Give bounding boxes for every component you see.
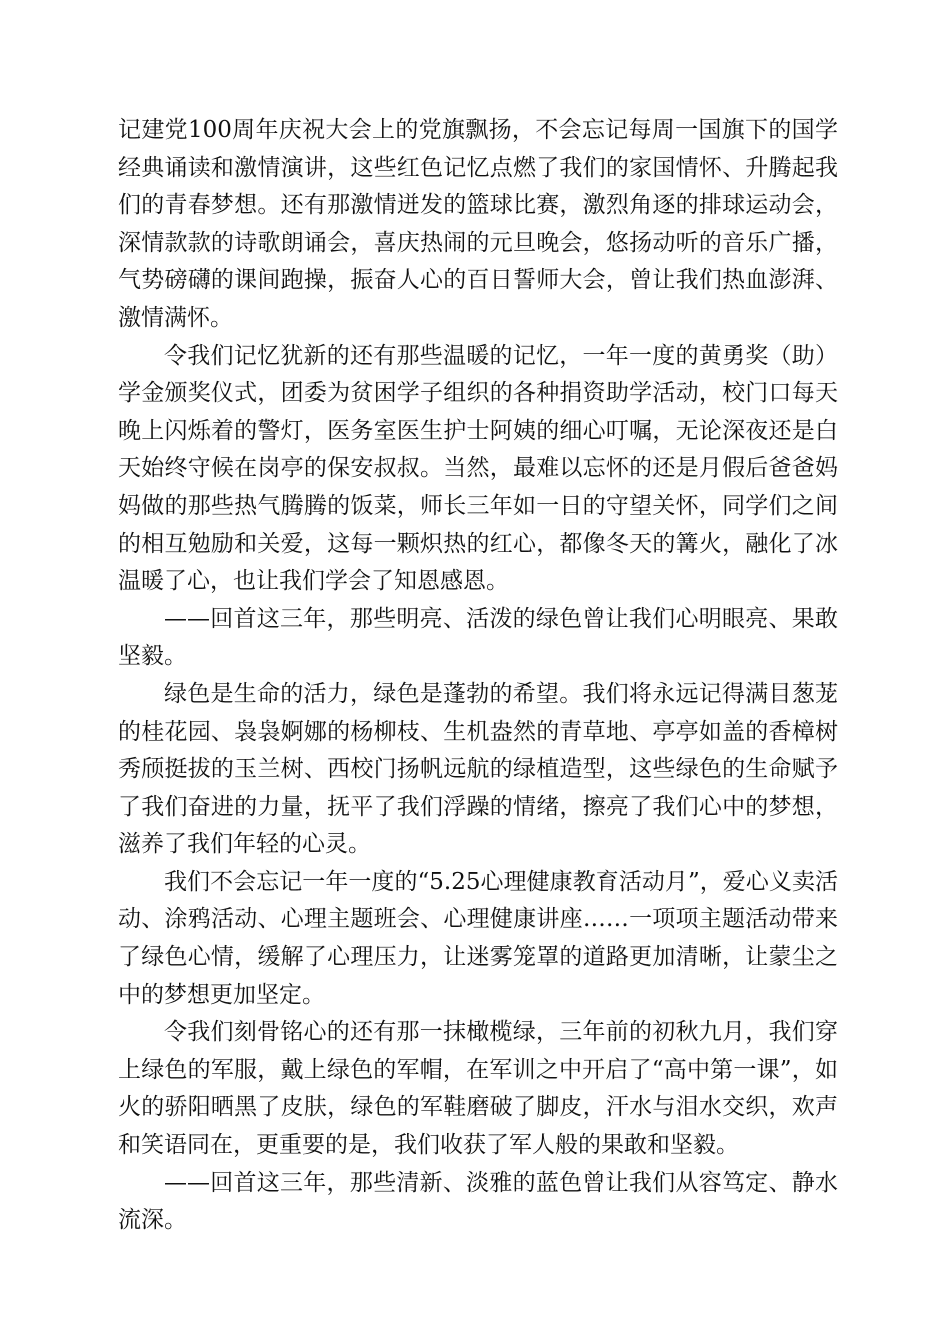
paragraph-mental-health-month: 我们不会忘记一年一度的“5.25心理健康教育活动月”，爱心义卖活动、涂鸦活动、心理主题班会、心理健康讲座……一项项主题活动带来了绿色心情，缓解了心理压力，让迷雾笼罩的道路更加清晰，让蒙尘之中的梦想更加坚定。 (118, 868, 838, 1008)
paragraph-military-training: 令我们刻骨铭心的还有那一抹橄榄绿，三年前的初秋九月，我们穿上绿色的军服，戴上绿色的军帽，在军训之中开启了“高中第一课”，如火的骄阳晒黑了皮肤，绿色的军鞋磨破了脚皮，汗水与泪水交织，欢声和笑语同在，更重要的是，我们收获了军人般的果敢和坚毅。 (118, 1019, 838, 1159)
paragraph-blue-intro: ——回首这三年，那些清新、淡雅的蓝色曾让我们从容笃定、静水流深。 (118, 1169, 838, 1234)
paragraph-red-memories: 记建党100周年庆祝大会上的党旗飘扬，不会忘记每周一国旗下的国学经典诵读和激情演讲，这些红色记忆点燃了我们的家国情怀、升腾起我们的青春梦想。还有那激情迸发的篮球比赛，激烈角逐的排球运动会，深情款款的诗歌朗诵会，喜庆热闹的元旦晚会，悠扬动听的音乐广播，气势磅礴的课间跑操，振奋人心的百日誓师大会，曾让我们热血澎湃、激情满怀。 (118, 117, 838, 331)
paragraph-green-vitality: 绿色是生命的活力，绿色是蓬勃的希望。我们将永远记得满目葱茏的桂花园、袅袅婀娜的杨柳枝、生机盎然的青草地、亭亭如盖的香樟树秀颀挺拔的玉兰树、西校门扬帆远航的绿植造型，这些绿色的生命赋予了我们奋进的力量，抚平了我们浮躁的情绪，擦亮了我们心中的梦想，滋养了我们年轻的心灵。 (118, 680, 838, 858)
paragraph-warm-memories: 令我们记忆犹新的还有那些温暖的记忆，一年一度的黄勇奖（助）学金颁奖仪式，团委为贫困学子组织的各种捐资助学活动，校门口每天晚上闪烁着的警灯，医务室医生护士阿姨的细心叮嘱，无论深夜还是白天始终守候在岗亭的保安叔叔。当然，最难以忘怀的还是月假后爸爸妈妈做的那些热气腾腾的饭菜，师长三年如一日的守望关怀，同学们之间的相互勉励和关爱，这每一颗炽热的红心，都像冬天的篝火，融化了冰温暖了心，也让我们学会了知恩感恩。 (118, 342, 838, 595)
document-body (118, 112, 838, 1240)
paragraph-green-intro: ——回首这三年，那些明亮、活泼的绿色曾让我们心明眼亮、果敢坚毅。 (118, 605, 838, 670)
